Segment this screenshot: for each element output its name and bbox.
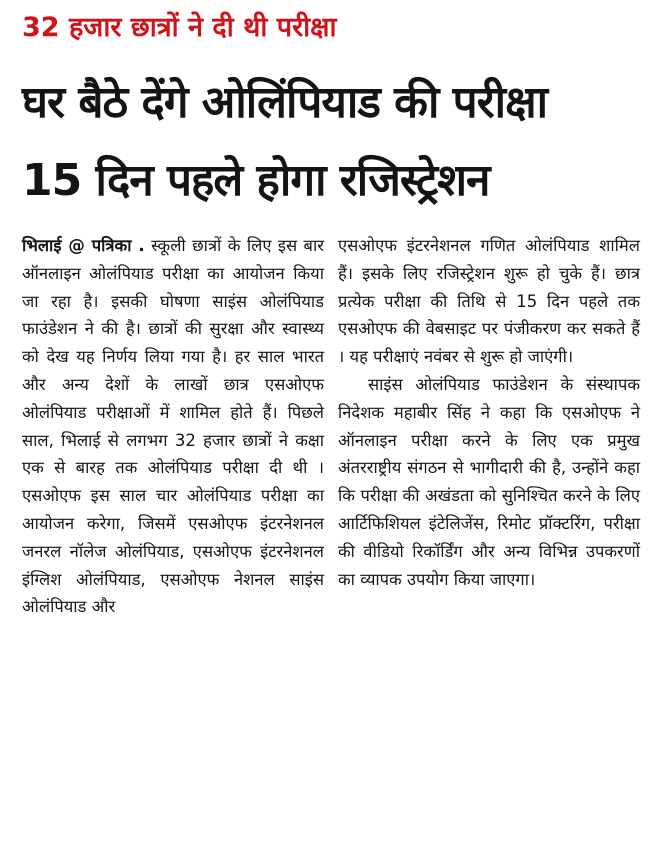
article-text-left: स्कूली छात्रों के लिए इस बार ऑनलाइन ओलंपियाड परीक्षा का आयोजन किया जा रहा है। इसकी घोषणा साइंस ओलंपियाड फाउंडेशन ने की है। छात्रों की सुरक्षा और स्वास्थ्य को देख यह निर्णय लिया गया है। हर साल भारत और अन्य देशों के लाखों छात्र एसओएफ ओलंपियाड परीक्षाओं में शामिल होते हैं। पिछले साल, भिलाई से लगभग 32 हजार छात्रों ने कक्षा एक से बारह तक ओलंपियाड परीक्षा दी थी ।एसओएफ इस साल चार ओलंपियाड परीक्षा का आयोजन करेगा, जिसमें एसओएफ इंटरनेशनल जनरल नॉलेज ओलंपियाड, एसओएफ इंटरनेशनल इंग्लिश ओलंपियाड, एसओएफ नेशनल साइंस ओलंपियाड और [22,236,324,617]
kicker-headline: 32 हजार छात्रों ने दी थी परीक्षा [22,12,337,43]
article-paragraph [22,232,324,621]
article-paragraph-quote: साइंस ओलंपियाड फाउंडेशन के संस्थापक निदेशक महाबीर सिंह ने कहा कि एसओएफ ने ऑनलाइन परीक्षा करने के लिए एक प्रमुख अंतरराष्ट्रीय संगठन से भागीदारी की है, उन्होंने कहा कि परीक्षा की अखंडता को सुनिश्चित करने के लिए आर्टिफिशियल इंटेलिजेंस, रिमोट प्रॉक्टरिंग, परीक्षा की वीडियो रिकॉर्डिंग और अन्य विभिन्न उपकरणों का व्यापक उपयोग किया जाएगा। [338,374,640,589]
main-headline-line-1: घर बैठे देंगे ओलिंपियाड की परीक्षा [22,77,548,128]
article-column-right [338,232,640,593]
article-column-left [22,232,324,621]
article-paragraph-continued: एसओएफ इंटरनेशनल गणित ओलंपियाड शामिल हैं। इसके लिए रजिस्ट्रेशन शुरू हो चुके हैं। छात्र प्रत्येक परीक्षा की तिथि से 15 दिन पहले तक एसओएफ की वेबसाइट पर पंजीकरण कर सकते हैं । यह परीक्षाएं नवंबर से शुरू हो जाएंगी। [338,236,640,367]
main-headline-line-2: 15 दिन पहले होगा रजिस्ट्रेशन [22,155,490,206]
dateline: भिलाई @ पत्रिका . [22,236,145,255]
